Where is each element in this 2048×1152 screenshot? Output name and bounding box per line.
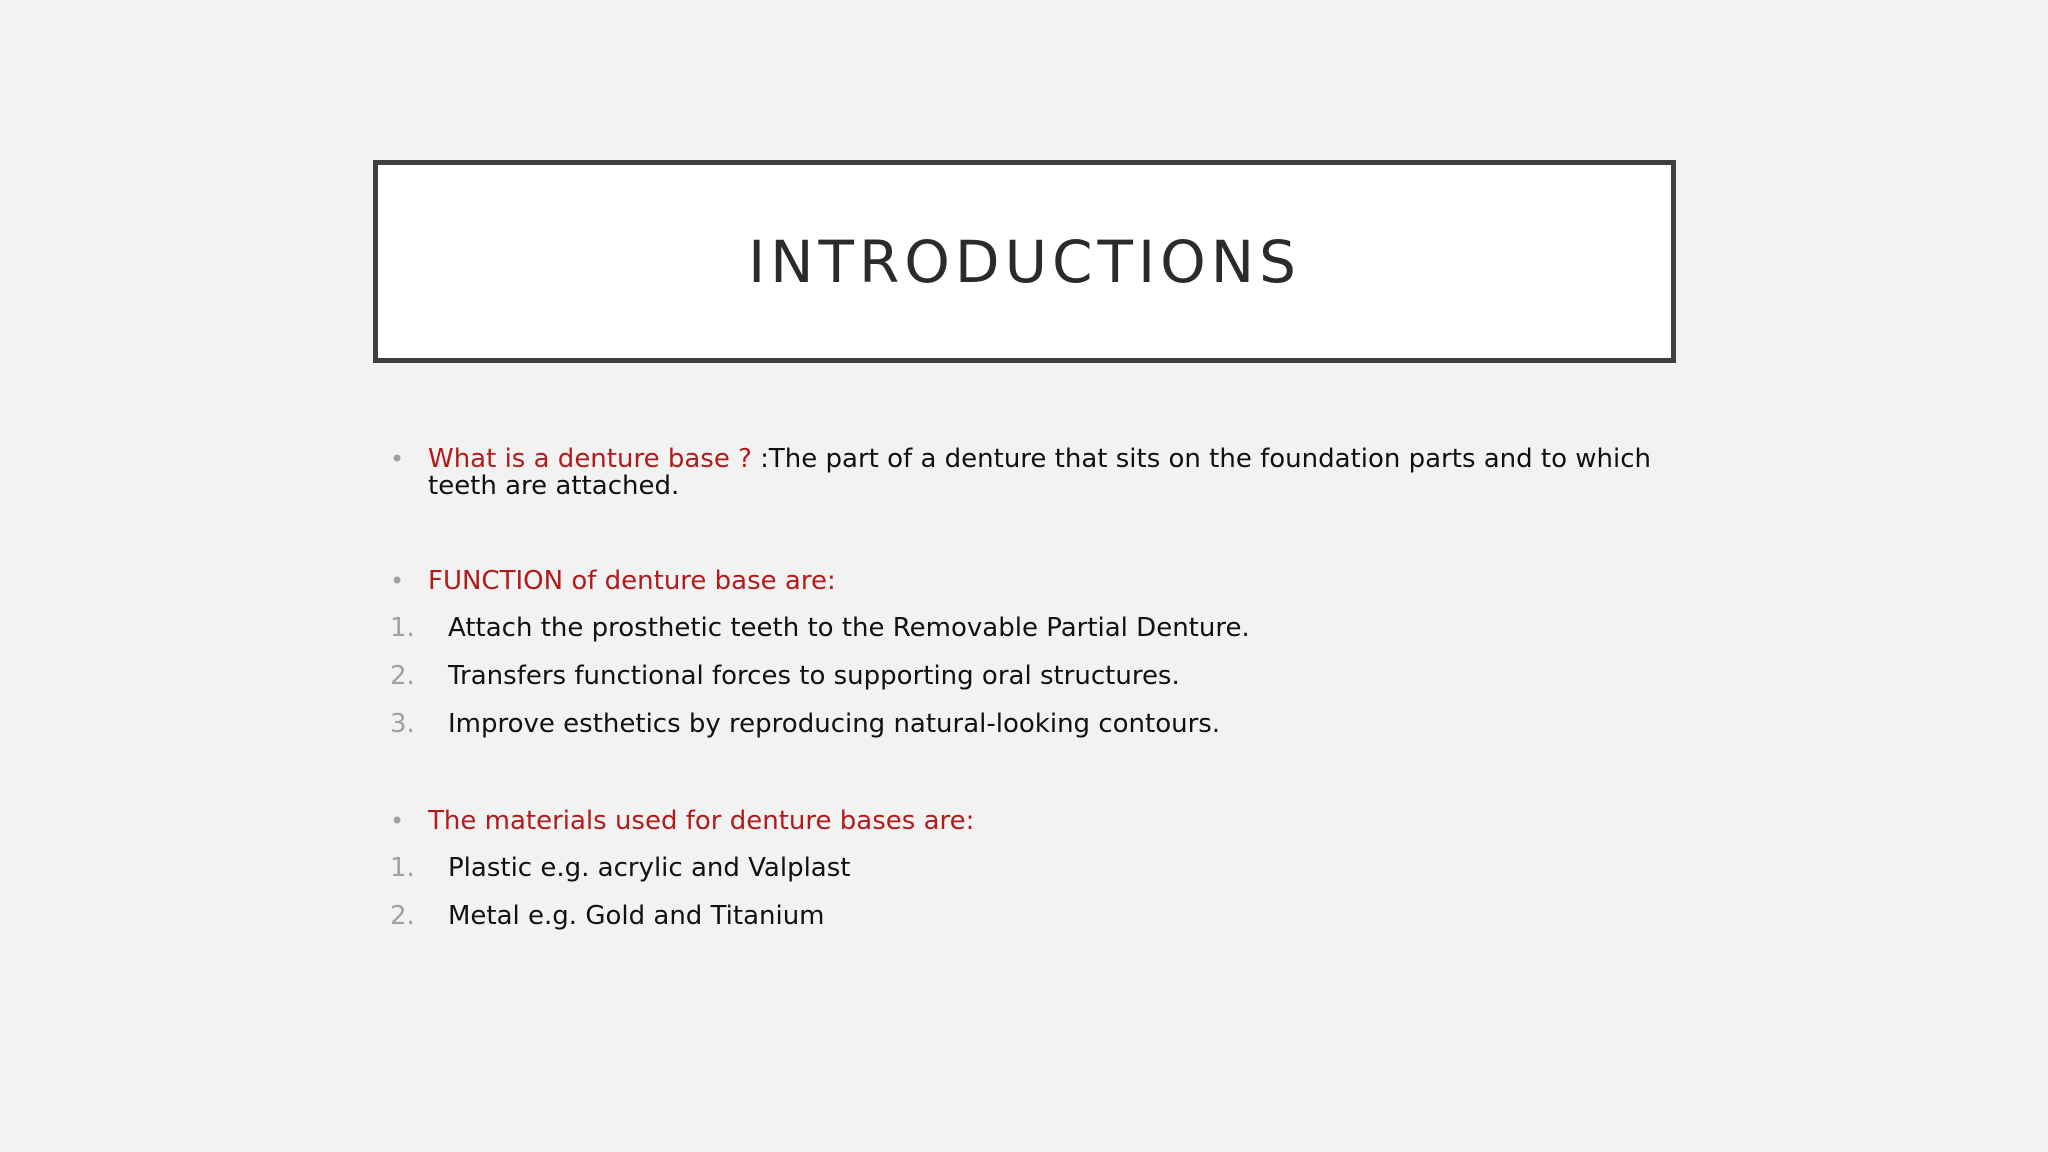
definition-question: What is a denture base ? bbox=[428, 444, 752, 474]
material-item-text: Metal e.g. Gold and Titanium bbox=[448, 901, 825, 931]
function-item-text: Attach the prosthetic teeth to the Removable Partial Denture. bbox=[448, 613, 1250, 643]
bullet-marker: • bbox=[390, 567, 405, 595]
list-number: 1. bbox=[390, 853, 415, 883]
title-box bbox=[373, 160, 1676, 363]
definition-text bbox=[428, 446, 1660, 500]
function-item-text: Improve esthetics by reproducing natural-looking contours. bbox=[448, 709, 1221, 739]
list-number: 3. bbox=[390, 709, 415, 739]
definition-answer: :The part of a denture that sits on the foundation parts and to which teeth are attached. bbox=[428, 444, 1652, 501]
bullet-marker: • bbox=[390, 445, 405, 473]
functions-heading: FUNCTION of denture base are: bbox=[428, 566, 836, 596]
list-number: 2. bbox=[390, 901, 415, 931]
list-number: 2. bbox=[390, 661, 415, 691]
slide-title: INTRODUCTIONS bbox=[748, 227, 1301, 296]
list-number: 1. bbox=[390, 613, 415, 643]
material-item-text: Plastic e.g. acrylic and Valplast bbox=[448, 853, 851, 883]
bullet-marker: • bbox=[390, 807, 405, 835]
function-item-text: Transfers functional forces to supporting oral structures. bbox=[448, 661, 1180, 691]
materials-heading: The materials used for denture bases are: bbox=[428, 806, 975, 836]
